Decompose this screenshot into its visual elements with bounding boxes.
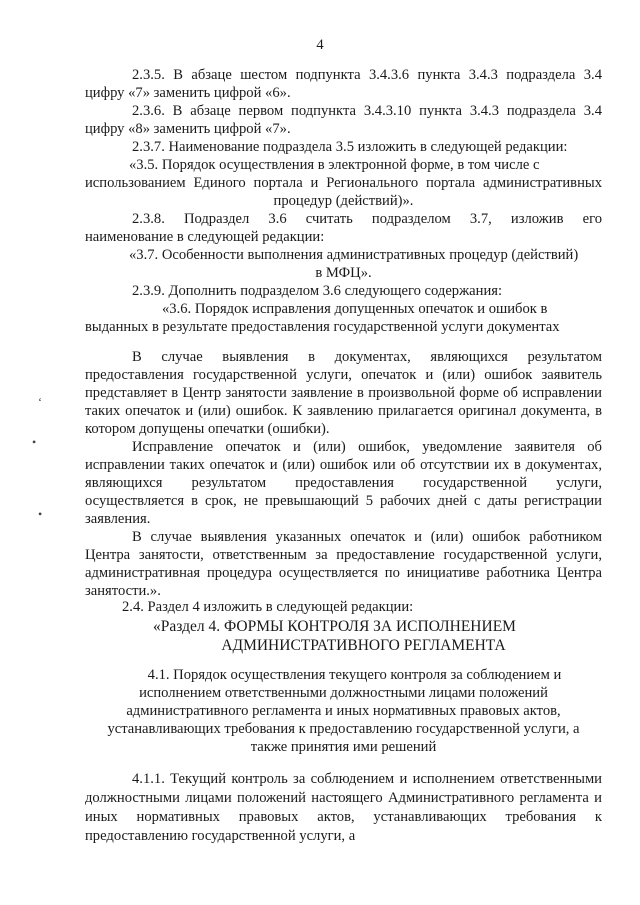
subsection-title-line: устанавливающих требования к предоставлению государственной услуги, а: [107, 721, 580, 737]
paragraph-2-4: [75, 598, 592, 616]
section-title-line: «Раздел 4. ФОРМЫ КОНТРОЛЯ ЗА ИСПОЛНЕНИЕМ: [153, 618, 516, 635]
paragraph-2-3-5-cont: [85, 84, 602, 102]
subsection-title-line: 4.1. Порядок осуществления текущего контроля за соблюдением и: [147, 667, 562, 683]
body-paragraph-2: Исправление опечаток и (или) ошибок, уведомление заявителя об исправлении таких опечаток и (или) ошибок или об отсутствии их в документах, являющихся результатом предоставления государственной услуги, осуществляется в срок, не превышающий 5 рабочих дней с даты регистрации заявления.: [85, 439, 602, 527]
paragraph-line: 2.3.6. В абзаце первом подпункта 3.4.3.10 пункта 3.4.3 подраздела 3.4: [132, 103, 602, 119]
paragraph-2-3-9: [85, 282, 602, 300]
subsection-4-1-title: [85, 666, 602, 756]
paragraph-2-3-8: [85, 210, 602, 228]
paragraph-4-1-1: 4.1.1. Текущий контроль за соблюдением и исполнением ответственными должностными лицами положений настоящего Административного регламента и иных нормативных правовых актов, устанавливающих требования к предоставлению государственной услуги, а: [85, 771, 602, 844]
paragraph-line: 2.3.7. Наименование подраздела 3.5 изложить в следующей редакции:: [132, 139, 568, 155]
paragraph-line: 2.3.5. В абзаце шестом подпункта 3.4.3.6 пункта 3.4.3 подраздела 3.4: [132, 67, 602, 83]
paragraph-line: цифру «8» заменить цифрой «7».: [85, 121, 291, 137]
section-title-line: АДМИНИСТРАТИВНОГО РЕГЛАМЕНТА: [221, 637, 506, 654]
paragraph-2-3-6-cont: [85, 120, 602, 138]
page-number: 4: [316, 37, 324, 53]
quote-3-7: [85, 246, 602, 282]
subsection-title-line: также принятия ими решений: [250, 739, 437, 755]
paragraph-2-3-7: [85, 138, 602, 156]
quote-line: процедур (действий)».: [273, 193, 414, 209]
margin-mark: •: [32, 435, 37, 449]
paragraph-2-3-8-cont: [85, 228, 602, 246]
quote-line: использованием Единого портала и Регионального портала административных: [85, 175, 602, 191]
section-4-title: [85, 617, 602, 655]
quote-3-5: [85, 156, 602, 210]
body-paragraph-1: В случае выявления в документах, являющихся результатом предоставления государственной услуги, опечаток и (или) ошибок заявитель представляет в Центр занятости заявление в произвольной форме об исправлении таких опечаток и (или) ошибок. К заявлению прилагается оригинал документа, в котором допущены опечатки (ошибки).: [85, 349, 602, 437]
quote-line: «3.5. Порядок осуществления в электронной форме, в том числе с: [129, 157, 540, 173]
margin-mark: •: [38, 507, 43, 521]
quote-line: «3.6. Порядок исправления допущенных опечаток и ошибок в: [162, 301, 548, 317]
quote-3-6-heading: [85, 300, 602, 336]
paragraph-line: 2.3.8. Подраздел 3.6 считать подразделом 3.7, изложив его: [132, 211, 602, 227]
paragraph-line: 2.4. Раздел 4 изложить в следующей редакции:: [122, 599, 414, 615]
paragraph-line: цифру «7» заменить цифрой «6».: [85, 85, 291, 101]
paragraph-line: наименование в следующей редакции:: [85, 229, 325, 245]
subsection-title-line: административного регламента и иных нормативных правовых актов,: [126, 703, 561, 719]
quote-line: «3.7. Особенности выполнения административных процедур (действий): [129, 247, 579, 263]
quote-line: выданных в результате предоставления государственной услуги документах: [85, 319, 560, 335]
quote-line: в МФЦ».: [315, 265, 372, 281]
paragraph-2-3-5: [85, 66, 602, 84]
subsection-title-line: исполнением ответственными должностными лицами положений: [139, 685, 548, 701]
paragraph-line: 2.3.9. Дополнить подразделом 3.6 следующего содержания:: [132, 283, 503, 299]
body-paragraph-3: В случае выявления указанных опечаток и (или) ошибок работником Центра занятости, ответственным за предоставление государственной услуги, административная процедура осуществляется по инициативе работника Центра занятости.».: [85, 529, 602, 599]
paragraph-2-3-6: [85, 102, 602, 120]
margin-mark: ‘: [38, 395, 42, 409]
